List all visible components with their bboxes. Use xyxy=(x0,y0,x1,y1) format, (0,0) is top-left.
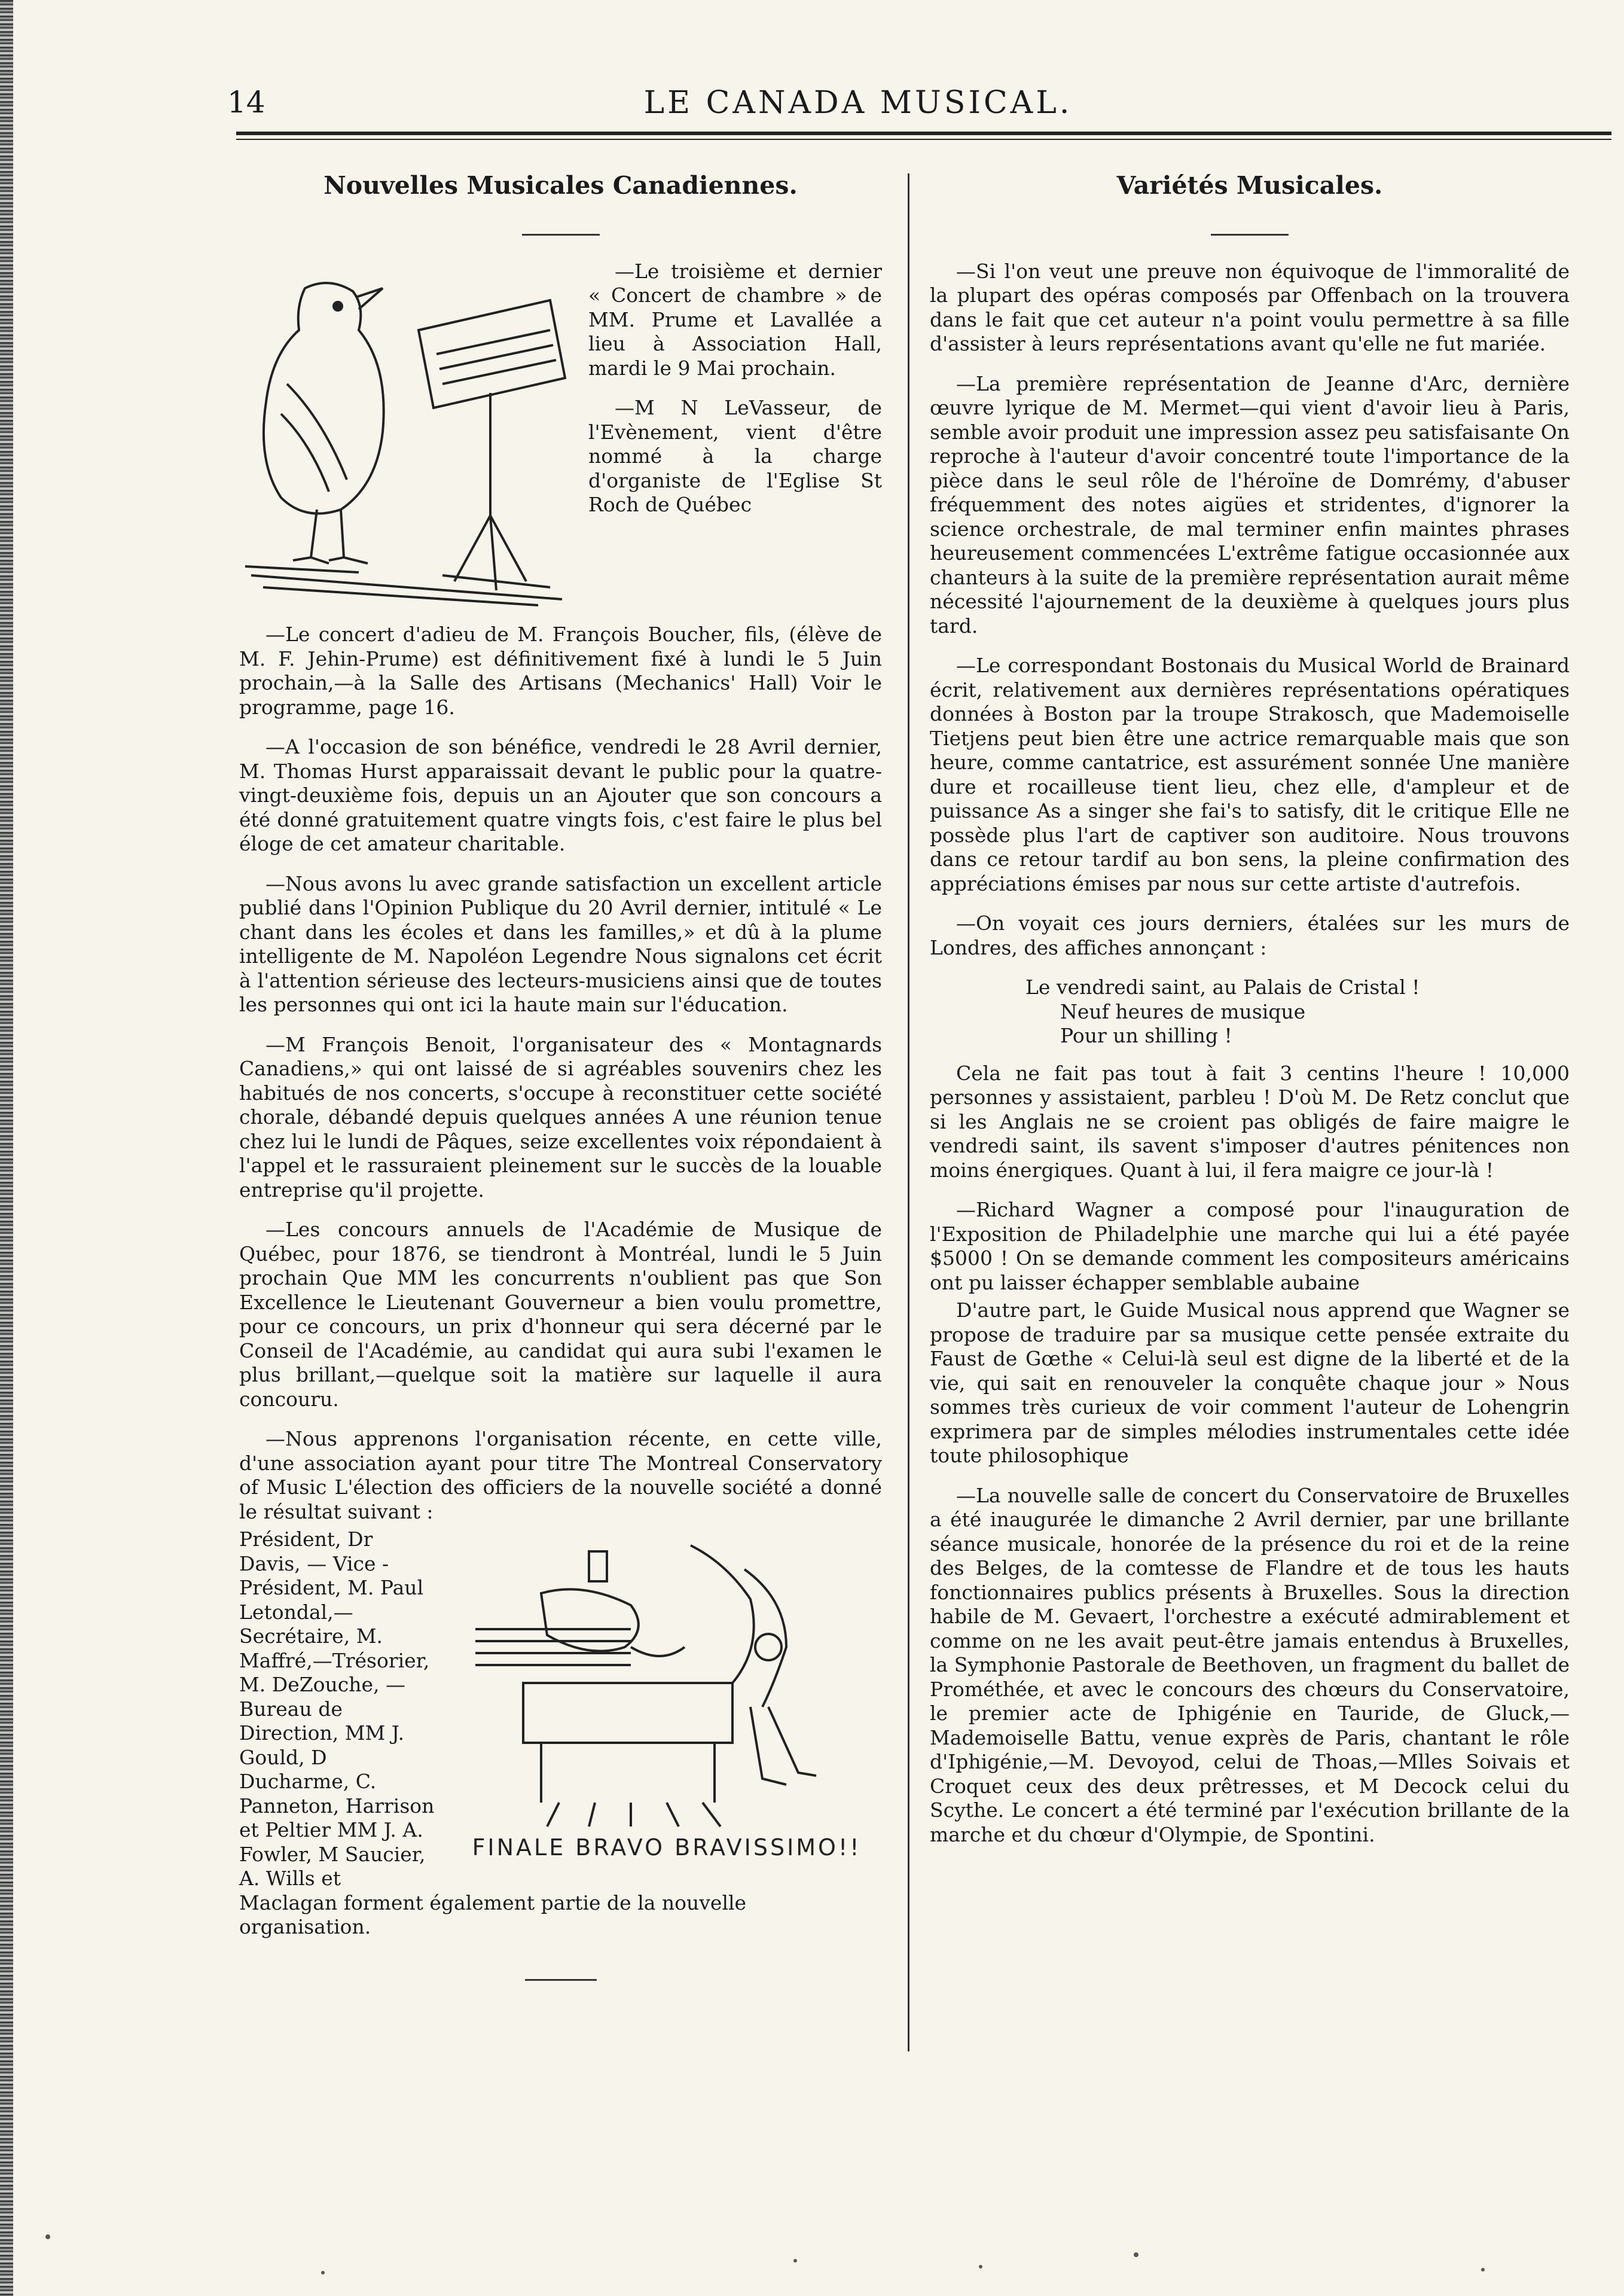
bird-illustration xyxy=(239,264,574,617)
performers-illustration xyxy=(451,1527,882,1868)
column-divider xyxy=(908,173,909,2051)
paragraph-jeanne-darc: —La première représentation de Jeanne d'Arc, dernière œuvre lyrique de M. Mermet—qui vient d'avoir lieu à Paris, semble avoir produit une impression assez peu satisfaisante On reproche à l'auteur d'avoir concentré toute l'importance de la pièce dans le seul rôle de l'héroïne de Domrémy, d'abuser fréquemment des notes aigües et stridentes, d'ignorer la science orchestrale, de mal terminer enfin maintes phrases heureusement commencées L'extrême fatigue occasionnée aux chanteurs à la suite de la première représentation aurait même nécessité l'ajournement de la deuxième à quelques jours plus tard. xyxy=(930,371,1570,638)
title-rule-right xyxy=(1211,234,1289,236)
paragraph-bruxelles: —La nouvelle salle de concert du Conservatoire de Bruxelles a été inaugurée le dimanche 2 Avril dernier, par une brillante séance musicale, honorée de la présence du roi et de la reine des Belges, de la comtesse de Flandre et de tous les hauts fonctionnaires publics présents à Bruxelles. Sous la direction habile de M. Gevaert, l'orchestre a exécuté admirablement et comme on ne les avait peut-être jamais entendus à Bruxelles, la Symphonie Pastorale de Beethoven, un fragment du ballet de Prométhée, et avec le concours des chœurs du Conservatoire, le premier acte de Iphigénie en Tauride, de Gluck,—Mademoiselle Battu, venue exprès de Paris, chantant le rôle d'Iphigénie,—M. Devoyod, celui de Thoas,—Mlles Soivais et Croquet ceux des deux prêtresses, et M Decock celui du Scythe. Le concert a été terminé par l'exécution brillante de la marche et du chœur d'Olympie, de Spontini. xyxy=(930,1483,1570,1846)
illustration-caption: FINALE BRAVO BRAVISSIMO!! xyxy=(472,1834,862,1861)
paragraph-levasseur: —M N LeVasseur, de l'Evènement, vient d'être nommé à la charge d'organiste de l'Eglise St Roch de Québec xyxy=(588,396,882,516)
paragraph-benoit: —M François Benoit, l'organisateur des « Montagnards Canadiens,» qui ont laissé de si agréables souvenirs chez les habitués de nos concerts, s'occupe à reconstituer cette société chorale, débandé depuis quelques années A une réunion tenue chez lui le lundi de Pâques, seize excellentes voix répondaient à l'appel et le rassuraient pleinement sur le succès de la louable entreprise qu'il projette. xyxy=(239,1032,882,1202)
right-section-title: Variétés Musicales. xyxy=(1116,171,1383,200)
left-column xyxy=(239,173,882,1981)
verse-line: Pour un shilling ! xyxy=(1060,1024,1232,1047)
bird-lectern-engraving xyxy=(239,264,574,611)
left-end-rule xyxy=(525,1979,597,1981)
page-number: 14 xyxy=(227,85,265,120)
right-column xyxy=(930,173,1570,1862)
verse-line: Le vendredi saint, au Palais de Cristal ! xyxy=(1025,975,1420,999)
title-rule xyxy=(522,234,600,236)
paragraph-guide-musical: D'autre part, le Guide Musical nous apprend que Wagner se propose de traduire par sa musique cette pensée extraite du Faust de Gœthe « Celui-là seul est digne de la liberté et de la vie, qui sait en renouveler la conquête chaque jour » Nous sommes très curieux de voir comment l'auteur de Lohengrin exprimera par de simples mélodies instrumentales cette idée toute philosophique xyxy=(930,1298,1570,1467)
page-header xyxy=(227,79,1489,127)
paragraph-conservatory: —Nous apprenons l'organisation récente, en cette ville, d'une association ayant pour titre The Montreal Conservatory of Music L'élection des officiers de la nouvelle société a donné le résultat suivant : xyxy=(239,1427,882,1523)
paragraph-boucher: —Le concert d'adieu de M. François Boucher, fils, (élève de M. F. Jehin-Prume) est définitivement fixé à lundi le 5 Juin prochain,—à la Salle des Artisans (Mechanics' Hall) Voir le programme, page 16. xyxy=(239,623,882,719)
verse-line: Neuf heures de musique xyxy=(1060,999,1306,1023)
paragraph-opinion-publique: —Nous avons lu avec grande satisfaction un excellent article publié dans l'Opinion Publique du 20 Avril dernier, intitulé « Le chant dans les écoles et dans les familles,» et dû à la plume intelligente de M. Napoléon Legendre Nous signalons cet écrit à l'attention sérieuse des lecteurs-musiciens ainsi que de toutes les personnes qui ont ici la haute main sur l'éducation. xyxy=(239,871,882,1016)
paragraph-wagner: —Richard Wagner a composé pour l'inauguration de l'Exposition de Philadelphie une marche qui lui a été payée $5000 ! On se demande comment les compositeurs américains ont pu laisser échapper semblable aubaine xyxy=(930,1198,1570,1294)
poster-verse xyxy=(930,975,1570,1048)
paragraph-academie: —Les concours annuels de l'Académie de Musique de Québec, pour 1876, se tiendront à Montréal, lundi le 5 Juin prochain Que MM les concurrents n'oublient pas que Son Excellence le Lieutenant Gouverneur a bien voulu promettre, pour ce concours, un prix d'honneur qui sera décerné par le Conseil de l'Académie, au candidat qui aura subi l'examen le plus brillant,—quelque soit la matière sur laquelle il aura concouru. xyxy=(239,1218,882,1411)
paragraph-concert-chambre: —Le troisième et dernier « Concert de chambre » de MM. Prume et Lavallée a lieu à Association Hall, mardi le 9 Mai prochain. xyxy=(588,259,882,380)
paragraph-londres: —On voyait ces jours derniers, étalées sur les murs de Londres, des affiches annonçant : xyxy=(930,911,1570,959)
left-section-title: Nouvelles Musicales Canadiennes. xyxy=(323,171,798,200)
paragraph-officers: Président, Dr Davis, — Vice - Président, M. Paul Letondal,—Secrétaire, M. Maffré,—Trésorier, M. DeZouche, —Bureau de Direction, MM J. Gould, D Ducharme, C. Panneton, Harrison et Peltier MM J. A. Fowler, M Saucier, A. Wills et Maclagan forment également partie de la nouvelle organisation. xyxy=(239,1527,747,1938)
paragraph-shilling: Cela ne fait pas tout à fait 3 centins l'heure ! 10,000 personnes y assistaient, parbleu ! D'où M. De Retz conclut que si les Anglais ne se croient pas obligés de faire maigre le vendredi saint, ils savent s'imposer d'autres pénitences non moins énergiques. Quant à lui, il fera maigre ce jour-là ! xyxy=(930,1061,1570,1182)
finale-engraving xyxy=(451,1527,882,1862)
header-rule xyxy=(236,132,1611,140)
paragraph-offenbach: —Si l'on veut une preuve non équivoque de l'immoralité de la plupart des opéras composés par Offenbach on la trouvera dans le fait que cet auteur n'a point voulu permettre à sa fille d'assister à leurs représentations avant qu'elle ne fut mariée. xyxy=(930,259,1570,355)
paper-specks xyxy=(0,2213,1624,2285)
paragraph-tietjens: —Le correspondant Bostonais du Musical World de Brainard écrit, relativement aux dernières représentations opératiques données à Boston par la troupe Strakosch, que Mademoiselle Tietjens peut bien être une actrice remarquable mais que son heure, comme cantatrice, est assurément sonnée Une manière dure et rocailleuse tient lieu, chez elle, d'ampleur et de puissance As a singer she fai's to satisfy, dit le critique Elle ne possède plus l'art de captiver son auditoire. Nous trouvons dans ce retour tardif au bon sens, la pleine confirmation des appréciations émises par nous sur cette artiste d'autrefois. xyxy=(930,654,1570,895)
paragraph-hurst: —A l'occasion de son bénéfice, vendredi le 28 Avril dernier, M. Thomas Hurst apparaissait devant le public pour la quatre-vingt-deuxième fois, depuis un an Ajouter que son concours a été donné gratuitement quatre vingts fois, c'est faire le plus bel éloge de cet amateur charitable. xyxy=(239,735,882,855)
journal-title: LE CANADA MUSICAL. xyxy=(643,85,1073,121)
binding-edge xyxy=(0,0,13,2296)
